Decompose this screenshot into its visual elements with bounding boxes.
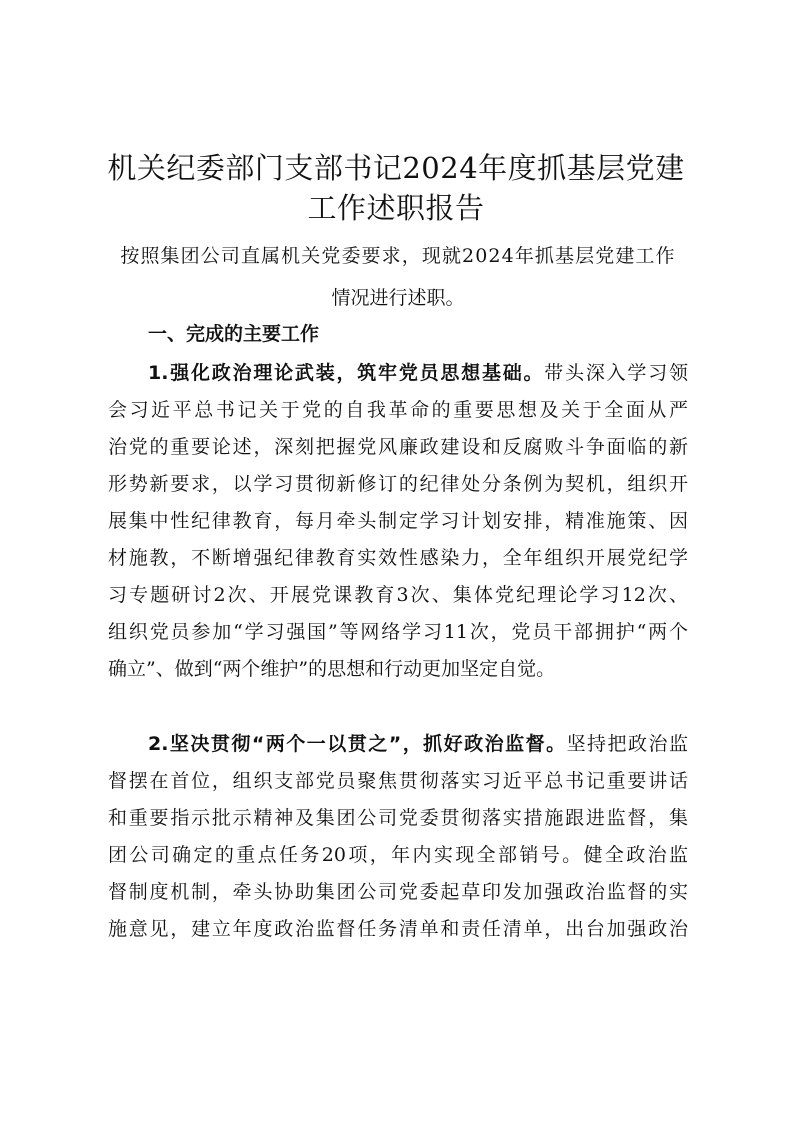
paragraph-line [108, 355, 688, 392]
paragraph-line: 会习近平总书记关于党的自我革命的重要思想及关于全面从严 [108, 399, 688, 421]
paragraph-text: 坚持把政治监 [566, 733, 688, 755]
paragraph-text: 带头深入学习领 [544, 362, 688, 384]
paragraph-lead: 1.强化政治理论武装，筑牢党员思想基础。 [148, 362, 545, 384]
paragraph-line: 团公司确定的重点任务20项，年内实现全部销号。健全政治监 [108, 844, 688, 866]
document-title-line-1: 机关纪委部门支部书记2024年度抓基层党建 [107, 151, 685, 185]
paragraph-line [108, 726, 688, 763]
paragraph-line: 材施教，不断增强纪律教育实效性感染力，全年组织开展党纪学 [108, 547, 688, 569]
paragraph-lead: 2.坚决贯彻“两个一以贯之”，抓好政治监督。 [148, 733, 567, 755]
paragraph-line: 督制度机制，牵头协助集团公司党委起草印发加强政治监督的实 [108, 881, 688, 903]
paragraph-line: 施意见，建立年度政治监督任务清单和责任清单，出台加强政治 [108, 918, 688, 940]
intro-line-2: 情况进行述职。 [331, 287, 465, 309]
intro-line-1: 按照集团公司直属机关党委要求，现就2024年抓基层党建工作 [120, 245, 676, 267]
document-title-line-2: 工作述职报告 [307, 191, 485, 225]
paragraph-1 [108, 355, 688, 688]
paragraph-line: 和重要指示批示精神及集团公司党委贯彻落实措施跟进监督，集 [108, 807, 688, 829]
paragraph-2 [108, 726, 688, 948]
section-heading: 一、完成的主要工作 [148, 323, 320, 345]
paragraph-line: 习专题研讨2次、开展党课教育3次、集体党纪理论学习12次、 [108, 584, 688, 606]
paragraph-line: 组织党员参加“学习强国”等网络学习11次，党员干部拥护“两个 [108, 621, 688, 643]
paragraph-line: 督摆在首位，组织支部党员聚焦贯彻落实习近平总书记重要讲话 [108, 770, 688, 792]
paragraph-line: 确立”、做到“两个维护”的思想和行动更加坚定自觉。 [108, 658, 556, 680]
paragraph-line: 形势新要求，以学习贯彻新修订的纪律处分条例为契机，组织开 [108, 473, 688, 495]
paragraph-line: 展集中性纪律教育，每月牵头制定学习计划安排，精准施策、因 [108, 510, 688, 532]
paragraph-line: 治党的重要论述，深刻把握党风廉政建设和反腐败斗争面临的新 [108, 436, 688, 458]
